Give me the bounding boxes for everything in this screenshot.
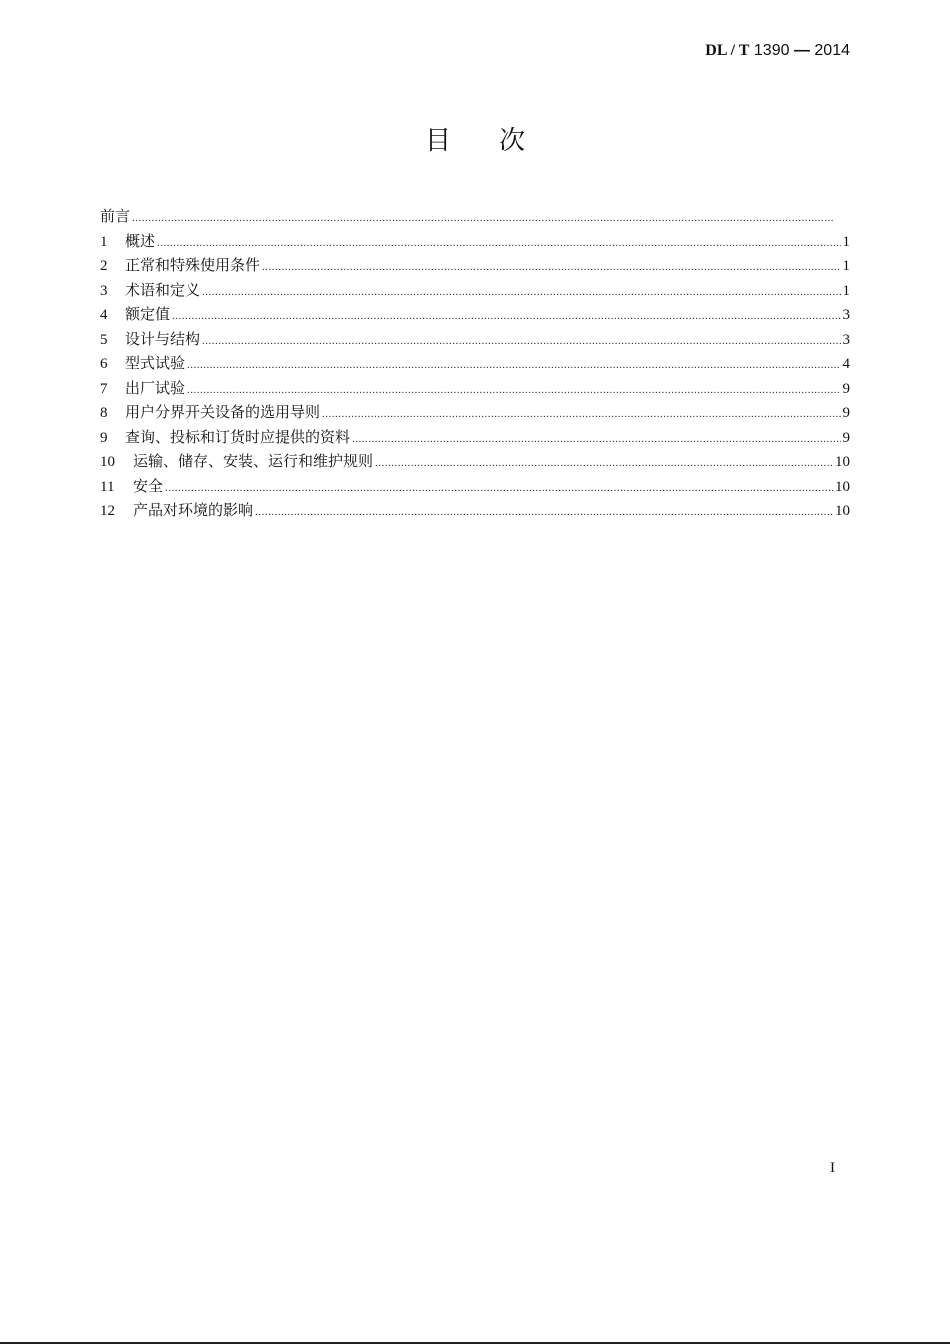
toc-entry-number: 7 — [100, 380, 108, 397]
toc-entry-label: 查询、投标和订货时应提供的资料 — [125, 427, 351, 446]
toc-entry-number: 8 — [100, 405, 108, 421]
toc-entry-4[interactable] — [100, 302, 850, 327]
toc-entry-page: 10 — [835, 503, 850, 519]
toc-entry-5[interactable] — [100, 327, 850, 352]
toc-entry-label: 型式试验 — [125, 354, 186, 372]
standard-code: DL / T — [705, 42, 750, 59]
toc-entry-page: 9 — [842, 405, 850, 421]
toc-entry-7[interactable] — [100, 376, 850, 401]
toc-entry-6[interactable] — [100, 351, 850, 376]
toc-entry-page: 3 — [842, 331, 850, 348]
toc-leader-dots — [375, 451, 833, 476]
toc-entry-label: 安全 — [133, 476, 164, 495]
toc-entry-number: 6 — [100, 356, 108, 372]
toc-entry-preface[interactable] — [100, 204, 850, 229]
toc-leader-dots — [165, 476, 833, 501]
toc-entry-label: 运输、储存、安装、运行和维护规则 — [133, 452, 374, 470]
toc-leader-dots — [202, 280, 840, 305]
toc-entry-3[interactable] — [100, 278, 850, 303]
toc-entry-11[interactable] — [100, 474, 850, 499]
standard-year: 2014 — [814, 42, 850, 59]
toc-entry-number: 5 — [100, 331, 108, 348]
standard-dash: — — [793, 42, 810, 59]
toc-entry-10[interactable] — [100, 449, 850, 474]
toc-entry-page: 4 — [842, 356, 850, 372]
toc-entry-number: 1 — [100, 233, 108, 250]
toc-entry-number: 4 — [100, 307, 108, 323]
toc-leader-dots — [352, 427, 840, 452]
toc-entry-page: 9 — [842, 429, 850, 446]
toc-leader-dots — [172, 304, 840, 329]
toc-leader-dots — [322, 402, 840, 427]
toc-entry-number: 11 — [100, 478, 115, 495]
toc-entry-page: 1 — [842, 258, 850, 274]
toc-entry-2[interactable] — [100, 253, 850, 278]
toc-entry-label: 术语和定义 — [125, 280, 201, 299]
toc-entry-number: 12 — [100, 503, 115, 519]
toc-entry-label: 正常和特殊使用条件 — [125, 256, 261, 274]
toc-entry-label: 概述 — [125, 231, 156, 250]
toc-leader-dots — [157, 231, 840, 256]
toc-leader-dots — [187, 353, 840, 378]
standard-serial: 1390 — [753, 42, 790, 59]
page-title: 目次 — [424, 126, 573, 156]
toc-leader-dots — [255, 500, 833, 525]
toc-leader-dots — [132, 206, 834, 231]
table-of-contents — [100, 204, 850, 523]
toc-entry-number: 9 — [100, 429, 108, 446]
page-folio: I — [830, 1160, 835, 1176]
toc-entry-9[interactable] — [100, 425, 850, 450]
toc-entry-page: 3 — [842, 307, 850, 323]
toc-entry-8[interactable] — [100, 400, 850, 425]
toc-entry-number: 10 — [100, 454, 115, 470]
toc-entry-page: 9 — [842, 380, 850, 397]
toc-leader-dots — [187, 378, 840, 403]
toc-entry-12[interactable] — [100, 498, 850, 523]
toc-entry-label: 出厂试验 — [125, 378, 186, 397]
toc-entry-label: 额定值 — [125, 305, 171, 323]
standard-number — [705, 42, 850, 60]
toc-entry-number: 3 — [100, 282, 108, 299]
toc-entry-1[interactable] — [100, 229, 850, 254]
toc-entry-label: 设计与结构 — [125, 329, 201, 348]
toc-leader-dots — [262, 255, 840, 280]
toc-entry-page: 1 — [842, 233, 850, 250]
toc-entry-page: 10 — [835, 454, 850, 470]
toc-entry-label: 产品对环境的影响 — [133, 501, 254, 519]
toc-entry-page: 1 — [842, 282, 850, 299]
toc-entry-label: 用户分界开关设备的选用导则 — [125, 403, 321, 421]
toc-entry-number: 2 — [100, 258, 108, 274]
toc-entry-label: 前言 — [100, 207, 131, 225]
toc-entry-page: 10 — [835, 478, 850, 495]
toc-leader-dots — [202, 329, 840, 354]
